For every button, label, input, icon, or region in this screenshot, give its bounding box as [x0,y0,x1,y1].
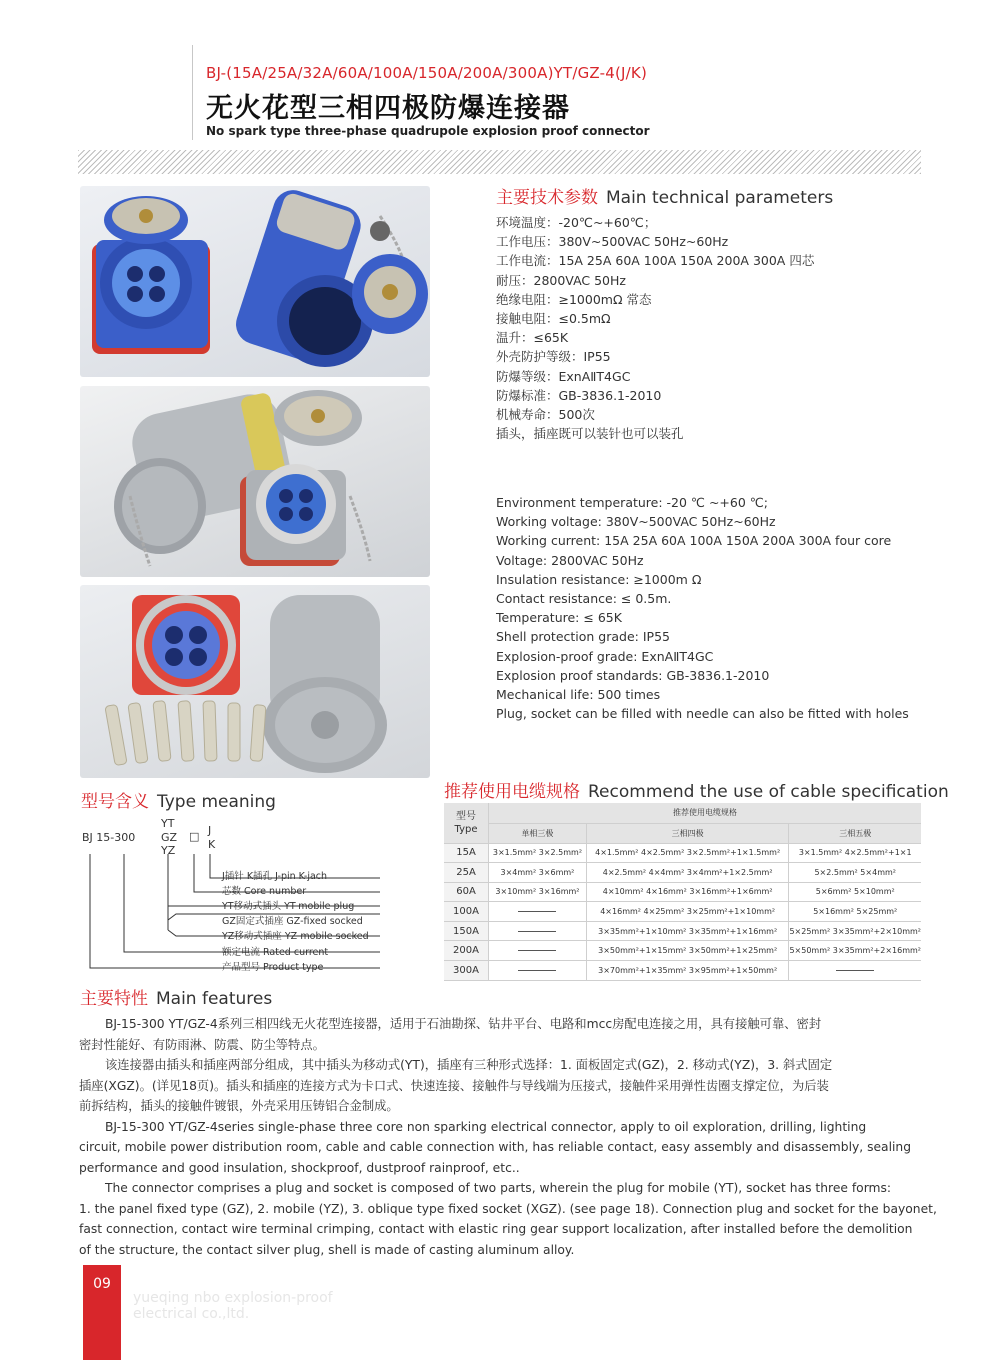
features-en-line: BJ-15-300 YT/GZ-4series single-phase three core non sparking electrical connector, apply to oil exploration, drilling, lighting [105,1119,867,1134]
type-code-k: K [208,838,216,851]
param-line: Explosion proof standards: GB-3836.1-2010 [496,667,770,683]
type-legend-item: YZ移动式插座 YZ-mobile socked [222,931,369,942]
type-meaning-heading-en: Type meaning [157,792,276,812]
param-line: Plug, socket can be filled with needle can also be fitted with holes [496,706,909,722]
tech-params-heading-en: Main technical parameters [606,188,834,208]
type-code-prefix: BJ 15-300 [82,831,136,844]
type-code-yz: YZ [161,844,176,857]
col-header: 三相四极 [586,823,789,843]
param-line: 防爆等级：ExnAⅡT4GC [496,368,631,384]
dash-mark [518,911,556,912]
product-photo-blue [80,186,430,377]
cell-three-phase-five: 5×16mm² 5×25mm² [789,902,921,922]
cell-single-phase: 3×4mm² 3×6mm² [489,863,587,883]
cell-three-phase-four: 4×16mm² 4×25mm² 3×25mm²+1×10mm² [586,902,789,922]
type-meaning-heading [81,787,276,812]
param-line: Explosion-proof grade: ExnAⅡT4GC [496,648,714,664]
cell-three-phase-four: 3×35mm²+1×10mm² 3×35mm²+1×16mm² [586,921,789,941]
tech-params-heading [496,183,833,208]
type-code-box: □ [189,830,200,843]
page-title-zh: 无火花型三相四极防爆连接器 [206,93,570,124]
cell-three-phase-five: 5×50mm² 3×35mm²+2×16mm² [789,941,921,961]
product-photo-grey [80,386,430,577]
row-type: 15A [444,843,489,863]
table-row [444,843,921,863]
model-code: BJ-(15A/25A/32A/60A/100A/150A/200A/300A)YT/GZ-4(J/K) [206,64,648,82]
cell-empty [489,961,587,981]
type-code-j: J [208,824,212,837]
features-en-line: of the structure, the contact silver plug, shell is made of casting aluminum alloy. [79,1242,575,1257]
row-type: 200A [444,941,489,961]
param-line: 耐压：2800VAC 50Hz [496,272,626,288]
table-row [444,921,921,941]
features-en-line: The connector comprises a plug and socket is composed of two parts, wherein the plug for mobile (YT), socket has three forms: [105,1181,892,1195]
table-row [444,863,921,883]
features-body [79,1014,937,1260]
cell-three-phase-five: 5×6mm² 5×10mm² [789,882,921,902]
param-line: 工作电压：380V~500VAC 50Hz~60Hz [496,234,729,250]
cell-empty [789,961,921,981]
param-line: Working current: 15A 25A 60A 100A 150A 200A 300A four core [496,533,892,549]
cable-spec-heading-zh: 推荐使用电缆规格 [444,782,580,802]
header-divider [192,45,193,140]
features-heading-en: Main features [156,989,273,1009]
tech-params-zh [496,213,916,443]
param-line: Working voltage: 380V~500VAC 50Hz~60Hz [496,514,776,530]
type-code-yt: YT [161,817,175,830]
col-header: 单相三极 [489,823,587,843]
param-line: 外壳防护等级：IP55 [496,349,611,365]
type-legend-item: GZ固定式插座 GZ-fixed socked [222,916,363,927]
cell-three-phase-four: 3×70mm²+1×35mm² 3×95mm²+1×50mm² [586,961,789,981]
features-en-line: fast connection, contact wire terminal crimping, contact with elastic ring gear support localization, after installed before the demolition [79,1222,913,1236]
cell-three-phase-four: 4×1.5mm² 4×2.5mm² 3×2.5mm²+1×1.5mm² [586,843,789,863]
cell-empty [489,941,587,961]
dash-mark [518,970,556,971]
dash-mark [836,970,874,971]
cell-three-phase-five: 5×25mm² 3×35mm²+2×10mm² [789,921,921,941]
product-photo-pins [80,585,430,778]
features-en-line: 1. the panel fixed type (GZ), 2. mobile (YZ), 3. oblique type fixed socket (XGZ). (see page 18). Connection plug and socket for the bayonet, [79,1201,937,1216]
table-row [444,902,921,922]
cell-three-phase-four: 3×50mm²+1×15mm² 3×50mm²+1×25mm² [586,941,789,961]
cable-spec-table [444,803,921,981]
company-watermark [133,1290,333,1322]
dash-mark [518,931,556,932]
cell-three-phase-four: 4×10mm² 4×16mm² 3×16mm²+1×6mm² [586,882,789,902]
hatched-divider [78,150,921,174]
type-header-en: Type [454,823,478,835]
row-type: 300A [444,961,489,981]
type-header [444,803,489,843]
table-row [444,941,921,961]
param-line: Temperature: ≤ 65K [496,610,622,626]
dash-mark [518,950,556,951]
tech-params-en [496,493,916,723]
cable-spec-heading [444,777,949,802]
param-line: 环境温度：-20℃~+60℃； [496,215,657,230]
type-code-gz: GZ [161,831,178,844]
type-header-zh: 型号 [456,810,477,822]
features-zh-line: 密封性能好、有防雨淋、防震、防尘等特点。 [79,1037,325,1052]
param-line: 防爆标准：GB-3836.1-2010 [496,387,662,403]
features-heading [80,984,272,1009]
param-line: 工作电流：15A 25A 60A 100A 150A 200A 300A 四芯 [496,253,815,269]
type-legend-item: J插针 K插孔 J-pin K-jach [222,871,328,882]
param-line: 温升：≤65K [496,330,569,346]
row-type: 150A [444,921,489,941]
tech-params-heading-zh: 主要技术参数 [496,188,598,208]
param-line: Voltage: 2800VAC 50Hz [496,552,644,568]
param-line: Contact resistance: ≤ 0.5m. [496,591,672,607]
grey-plug-pins-illustration [80,585,430,778]
param-line: Mechanical life: 500 times [496,687,661,703]
page-number: 09 [93,1276,111,1292]
cell-single-phase: 3×1.5mm² 3×2.5mm² [489,843,587,863]
features-zh-line: 前拆结构，插头的接触件镀银，外壳采用压铸铝合金制成。 [79,1099,399,1113]
page-title-en: No spark type three-phase quadrupole explosion proof connector [206,124,650,138]
type-legend-item: YT移动式插头 YT-mobile plug [222,901,355,912]
cable-group-header: 推荐使用电缆规格 [489,803,921,823]
col-header: 三相五极 [789,823,921,843]
features-zh-line: BJ-15-300 YT/GZ-4系列三相四线无火花型连接器，适用于石油勘探、钻井平台、电路和mcc房配电连接之用，具有接触可靠、密封 [105,1017,822,1031]
watermark-line: yueqing nbo explosion-proof [133,1290,333,1306]
cell-single-phase: 3×10mm² 3×16mm² [489,882,587,902]
param-line: 机械寿命：500次 [496,407,595,423]
cell-empty [489,902,587,922]
cell-three-phase-five: 5×2.5mm² 5×4mm² [789,863,921,883]
row-type: 100A [444,902,489,922]
cell-three-phase-five: 3×1.5mm² 4×2.5mm²+1×1 [789,843,921,863]
cell-three-phase-four: 4×2.5mm² 4×4mm² 3×4mm²+1×2.5mm² [586,863,789,883]
features-zh-line: 插座(XGZ)。(详见18页)。插头和插座的连接方式为卡口式、快速连接、接触件与导线端为压接式，接触件采用弹性齿圈支撑定位，为后装 [79,1078,829,1093]
features-en-line: performance and good insulation, shockproof, dustproof rainproof, etc.. [79,1160,520,1175]
row-type: 25A [444,863,489,883]
table-row [444,961,921,981]
param-line: 绝缘电阻：≥1000mΩ 常态 [496,291,652,307]
grey-connector-illustration [80,386,430,577]
type-legend-item: 芯数 Core number [222,886,307,897]
param-line: Shell protection grade: IP55 [496,629,670,645]
watermark-line: electrical co.,ltd. [133,1306,250,1322]
row-type: 60A [444,882,489,902]
features-zh-line: 该连接器由插头和插座两部分组成，其中插头为移动式(YT)，插座有三种形式选择：1. 面板固定式(GZ)，2. 移动式(YZ)，3. 斜式固定 [105,1058,833,1072]
features-heading-zh: 主要特性 [80,989,148,1009]
blue-connector-illustration [80,186,430,377]
cell-empty [489,921,587,941]
features-en-line: circuit, mobile power distribution room, cable and cable connection with, has reliable contact, easy assembly and disassembly, sealing [79,1140,912,1154]
type-legend-item: 产品型号 Product type [222,962,324,973]
type-legend-item: 额定电流 Rated current [222,947,329,958]
cable-spec-heading-en: Recommend the use of cable specification [588,782,949,802]
param-line: Environment temperature: -20 ℃ ~+60 ℃; [496,495,769,510]
param-line: 插头，插座既可以装针也可以装孔 [496,426,684,442]
type-meaning-heading-zh: 型号含义 [81,792,149,812]
table-row [444,882,921,902]
param-line: Insulation resistance: ≥1000m Ω [496,571,702,587]
param-line: 接触电阻：≤0.5mΩ [496,311,611,327]
